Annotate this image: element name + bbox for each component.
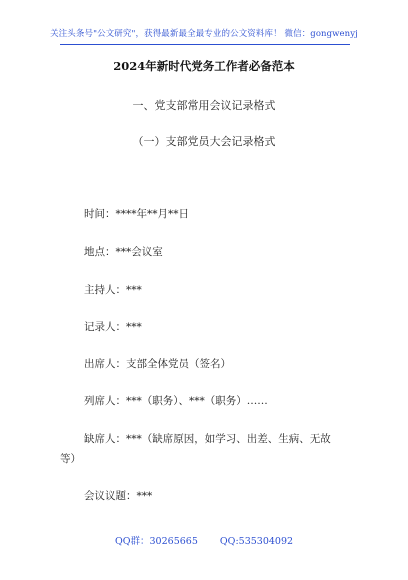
field-label: 时间： <box>84 208 116 220</box>
field-value: *** <box>136 490 153 502</box>
field-time <box>84 206 189 221</box>
field-absentees-continuation: 等） <box>60 453 81 465</box>
field-absentees <box>84 431 331 446</box>
field-host <box>84 282 142 297</box>
field-value: ***（职务）、***（职务）…… <box>126 395 268 407</box>
document-title: 2024年新时代党务工作者必备范本 <box>113 59 295 73</box>
field-value: ***会议室 <box>115 246 163 258</box>
section-heading-2: （一）支部党员大会记录格式 <box>132 135 276 148</box>
field-label: 列席人： <box>84 395 126 407</box>
field-attendees <box>84 356 231 371</box>
field-label: 主持人： <box>84 284 126 296</box>
header-note: 关注头条号"公文研究"，获得最新最全最专业的公文资料库！ 微信：gongwenyj <box>50 29 358 39</box>
field-value: *** <box>126 284 142 296</box>
field-label: 地点： <box>84 246 116 258</box>
field-location <box>84 244 163 259</box>
field-value: *** <box>126 321 142 333</box>
footer-contact <box>0 533 408 547</box>
field-label: 缺席人： <box>84 433 126 445</box>
field-label: 记录人： <box>84 321 126 333</box>
footer-qq-group: QQ群：30265665 <box>114 536 198 547</box>
field-value: 支部全体党员（签名） <box>126 358 231 370</box>
field-agenda <box>84 488 152 503</box>
field-recorder <box>84 319 142 334</box>
field-observers <box>84 393 268 408</box>
field-label: 出席人： <box>84 358 126 370</box>
section-heading-1: 一、党支部常用会议记录格式 <box>132 99 276 112</box>
field-label: 会议议题： <box>84 490 137 502</box>
field-value: ***（缺席原因，如学习、出差、生病、无故 <box>126 433 331 445</box>
footer-qq: QQ:535304092 <box>219 536 294 547</box>
field-value: ****年**月**日 <box>115 208 189 220</box>
header-divider <box>60 44 350 45</box>
